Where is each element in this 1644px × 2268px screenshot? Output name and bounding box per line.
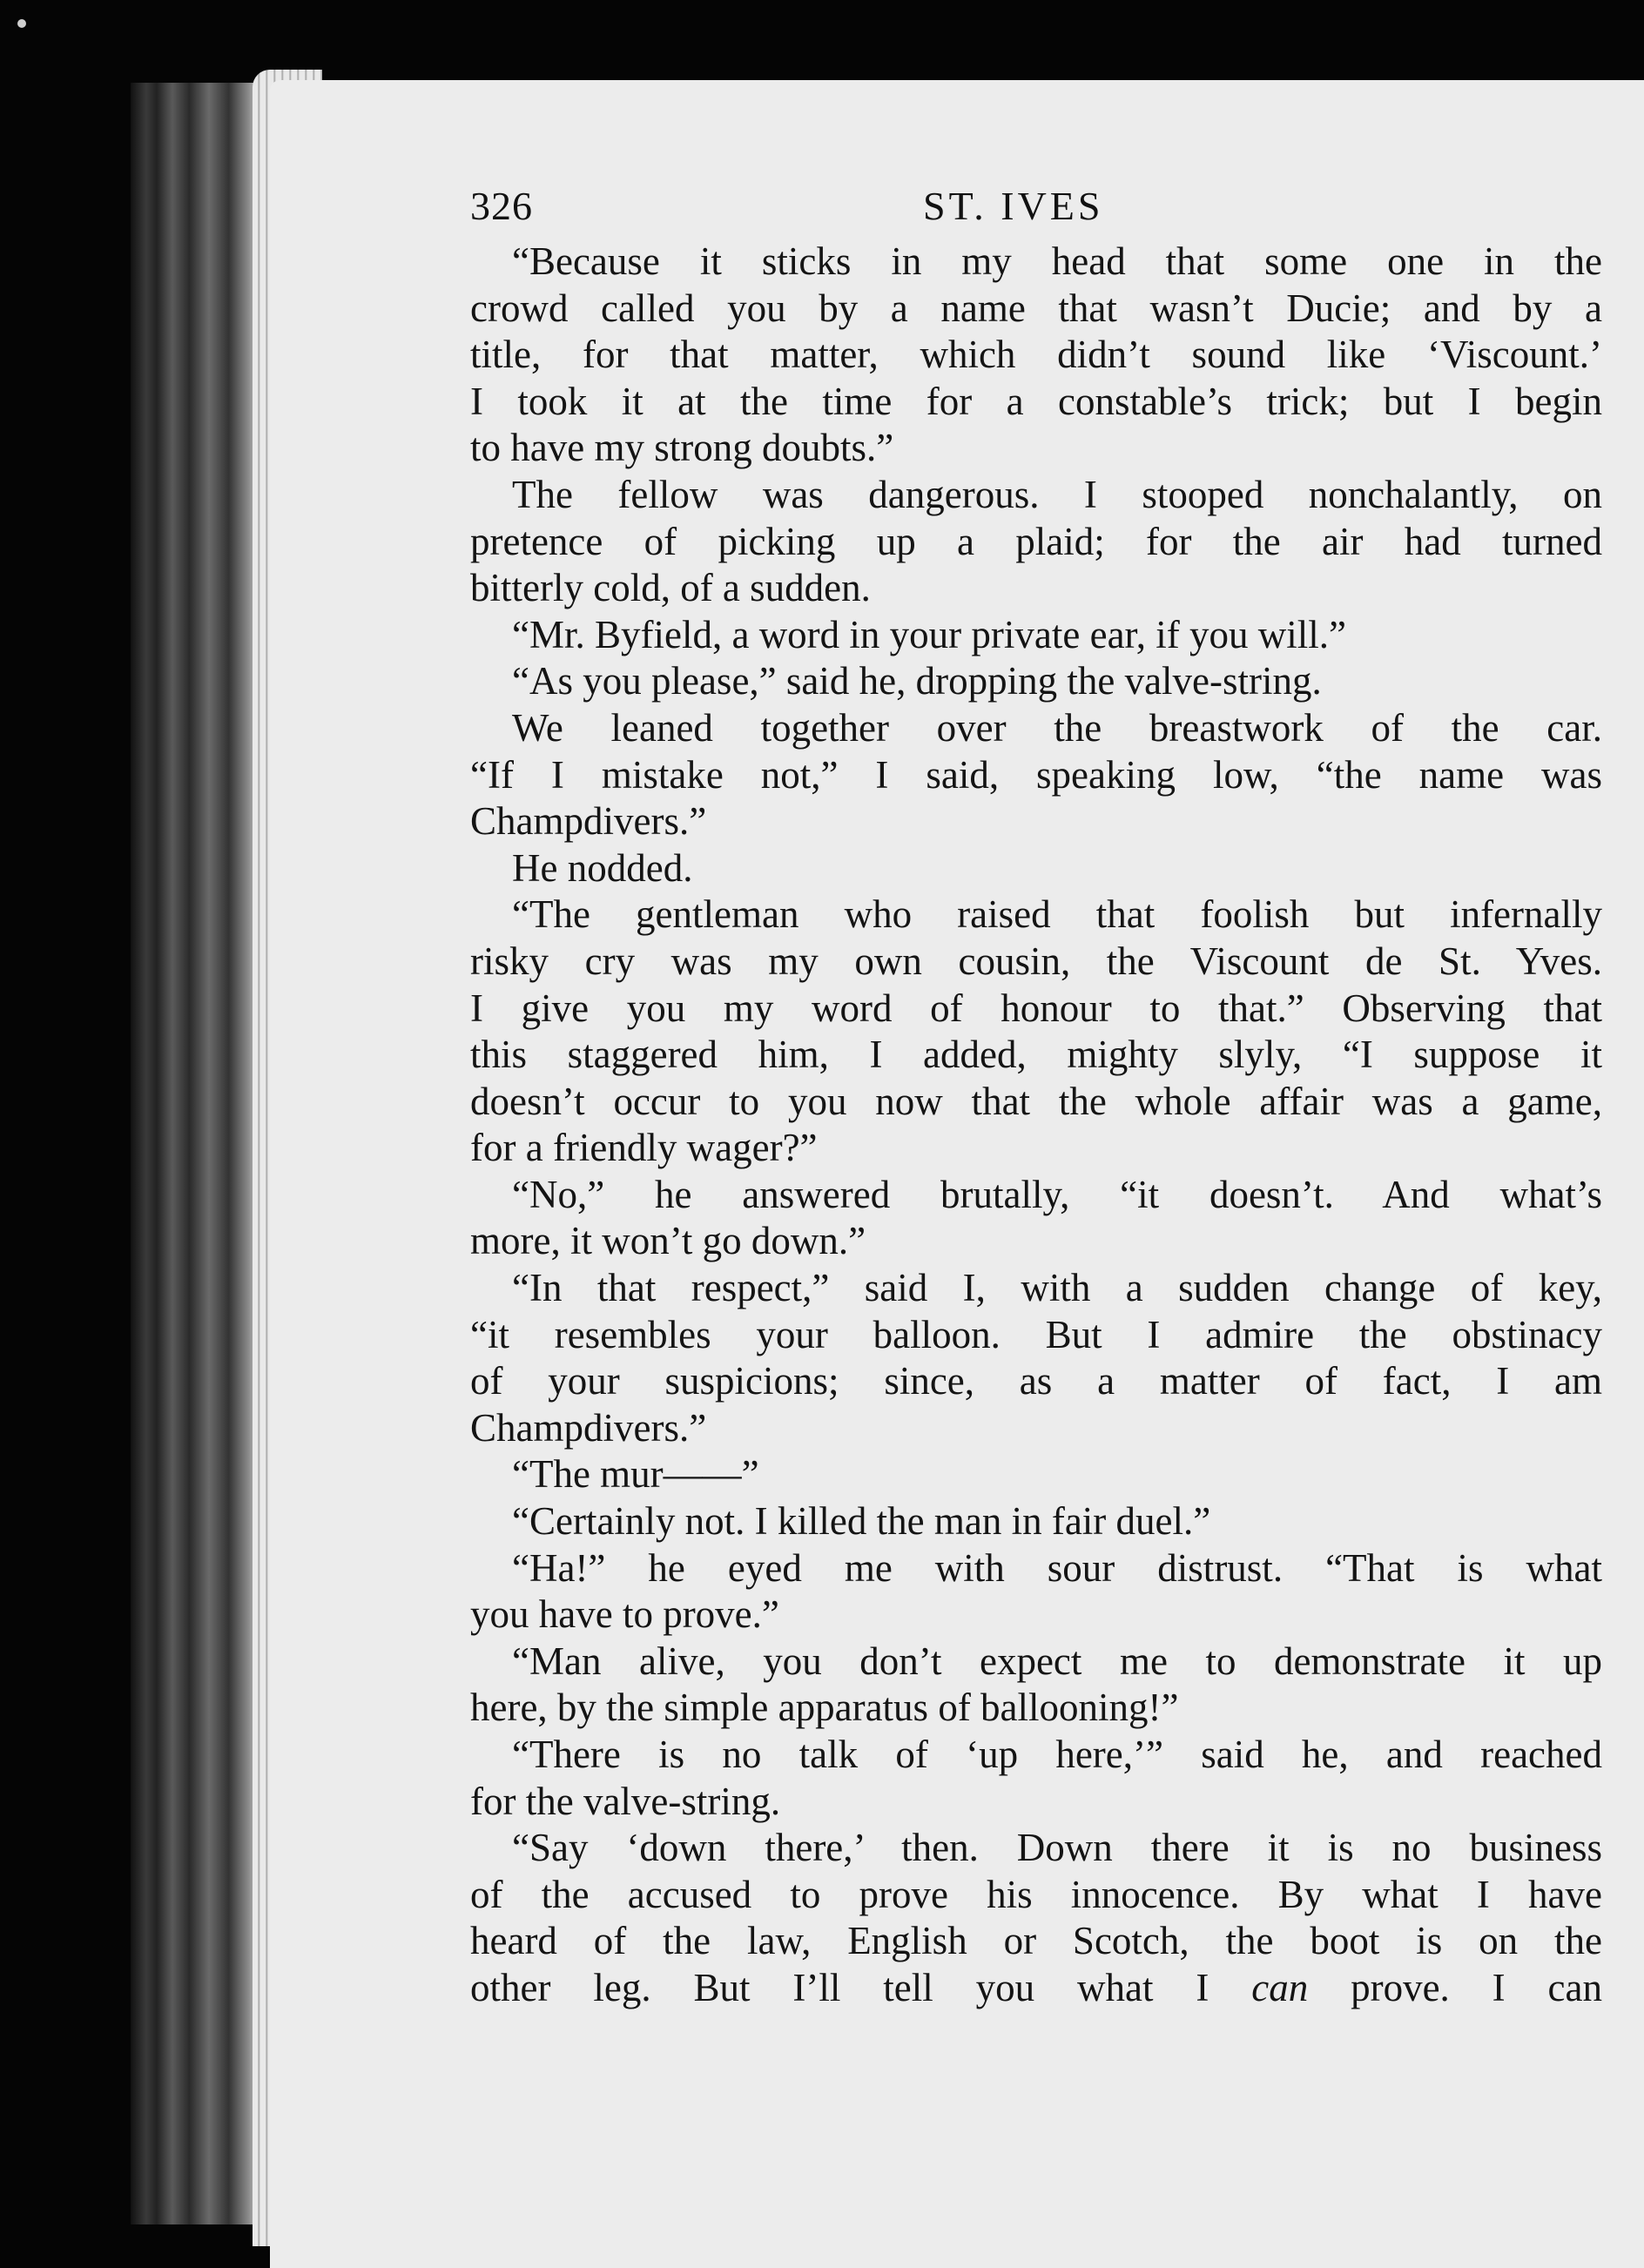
text-line	[470, 1685, 1602, 1732]
text-line	[470, 565, 1602, 612]
text-line-content: Champdivers.”	[470, 1405, 707, 1450]
text-line	[470, 519, 1602, 566]
text-line-content: I took it at the time for a constable’s trick; but I begin	[470, 379, 1602, 423]
running-title: ST. IVES	[923, 184, 1104, 228]
text-line-content: title, for that matter, which didn’t sound like ‘Viscount.’	[470, 333, 1602, 377]
text-line	[470, 1125, 1602, 1172]
text-line	[470, 1451, 1602, 1498]
text-line-content: We leaned together over the breastwork of the car.	[512, 705, 1602, 750]
text-line	[470, 379, 1602, 426]
page-content	[470, 183, 1602, 2012]
text-line	[470, 1545, 1602, 1592]
text-line-content: pretence of picking up a plaid; for the air had turned	[470, 519, 1602, 563]
text-line	[470, 1965, 1602, 2012]
text-line	[470, 1639, 1602, 1686]
text-line	[470, 892, 1602, 939]
text-line	[470, 658, 1602, 705]
text-line-content: He nodded.	[512, 845, 693, 890]
text-line	[470, 1265, 1602, 1312]
text-line-content: “Ha!” he eyed me with sour distrust. “That is what	[512, 1545, 1602, 1590]
text-line-content: other leg. But I’ll tell you what I	[470, 1965, 1252, 2009]
dust-speck	[17, 19, 26, 28]
text-line-content: The fellow was dangerous. I stooped nonchalantly, on	[512, 472, 1602, 516]
text-line-content: here, by the simple apparatus of ballooning!”	[470, 1686, 1179, 1730]
text-line	[470, 1312, 1602, 1359]
text-line-content: “The mur——”	[512, 1452, 759, 1497]
text-line	[470, 705, 1602, 752]
text-line-content: “The gentleman who raised that foolish but infernally	[512, 892, 1602, 937]
text-line	[470, 1405, 1602, 1452]
text-line-content: crowd called you by a name that wasn’t Ducie; and by a	[470, 286, 1602, 330]
text-line	[470, 939, 1602, 986]
text-line	[470, 845, 1602, 892]
text-line-content: “In that respect,” said I, with a sudden change of key,	[512, 1266, 1602, 1310]
text-line-content: “No,” he answered brutally, “it doesn’t. And what’s	[512, 1172, 1602, 1216]
text-line	[470, 286, 1602, 333]
text-line-content: bitterly cold, of a sudden.	[470, 566, 871, 610]
text-line	[470, 1498, 1602, 1545]
book-page-edges	[131, 83, 261, 2224]
page-number: 326	[470, 184, 533, 228]
text-line-content: “Man alive, you don’t expect me to demonstrate it up	[512, 1639, 1602, 1683]
text-line-content: “Say ‘down there,’ then. Down there it is no business	[512, 1826, 1602, 1870]
text-line	[470, 1825, 1602, 1872]
text-line-content: for the valve-string.	[470, 1779, 781, 1823]
text-line-content: of your suspicions; since, as a matter of fact, I am	[470, 1359, 1602, 1403]
text-line-content: Champdivers.”	[470, 799, 707, 844]
text-line-content: doesn’t occur to you now that the whole affair was a game,	[470, 1079, 1602, 1123]
text-line	[470, 1872, 1602, 1919]
text-line	[470, 1172, 1602, 1219]
text-line	[470, 472, 1602, 519]
text-line	[470, 1218, 1602, 1265]
text-line-content: “If I mistake not,” I said, speaking low, “the name was	[470, 752, 1602, 797]
text-line	[470, 1079, 1602, 1126]
text-line-content: risky cry was my own cousin, the Viscount de St. Yves.	[470, 939, 1602, 983]
text-line-content: “Certainly not. I killed the man in fair duel.”	[512, 1499, 1211, 1544]
text-line-tail: prove. I can	[1308, 1965, 1603, 2009]
text-line-content: “it resembles your balloon. But I admire the obstinacy	[470, 1312, 1602, 1356]
text-line	[470, 1032, 1602, 1079]
text-line	[470, 986, 1602, 1033]
text-line-content: “Because it sticks in my head that some one in the	[512, 239, 1602, 283]
text-line	[470, 1358, 1602, 1405]
text-line	[470, 1779, 1602, 1826]
text-line-content: “There is no talk of ‘up here,’” said he, and reached	[512, 1733, 1602, 1776]
text-line-content: you have to prove.”	[470, 1592, 779, 1637]
text-line	[470, 1732, 1602, 1779]
body-text	[470, 239, 1602, 2012]
text-line-content: I give you my word of honour to that.” Observing that	[470, 986, 1602, 1030]
text-line	[470, 239, 1602, 286]
text-line-content: this staggered him, I added, mighty slyly, “I suppose it	[470, 1033, 1602, 1077]
text-line	[470, 425, 1602, 472]
text-line-content: “As you please,” said he, dropping the valve-string.	[512, 659, 1322, 703]
text-line-content: “Mr. Byfield, a word in your private ear, if you will.”	[512, 612, 1346, 656]
text-line	[470, 798, 1602, 845]
text-line-content: to have my strong doubts.”	[470, 426, 894, 470]
running-head	[470, 183, 1602, 239]
text-line	[470, 612, 1602, 659]
text-line-content: of the accused to prove his innocence. By what I have	[470, 1872, 1602, 1916]
text-line-content: heard of the law, English or Scotch, the boot is on the	[470, 1919, 1602, 1963]
text-line	[470, 752, 1602, 799]
text-line-content: more, it won’t go down.”	[470, 1219, 866, 1263]
text-line-content: for a friendly wager?”	[470, 1126, 818, 1170]
text-line	[470, 1592, 1602, 1639]
text-line	[470, 1918, 1602, 1965]
emphasized-word: can	[1251, 1965, 1309, 2009]
text-line	[470, 332, 1602, 379]
